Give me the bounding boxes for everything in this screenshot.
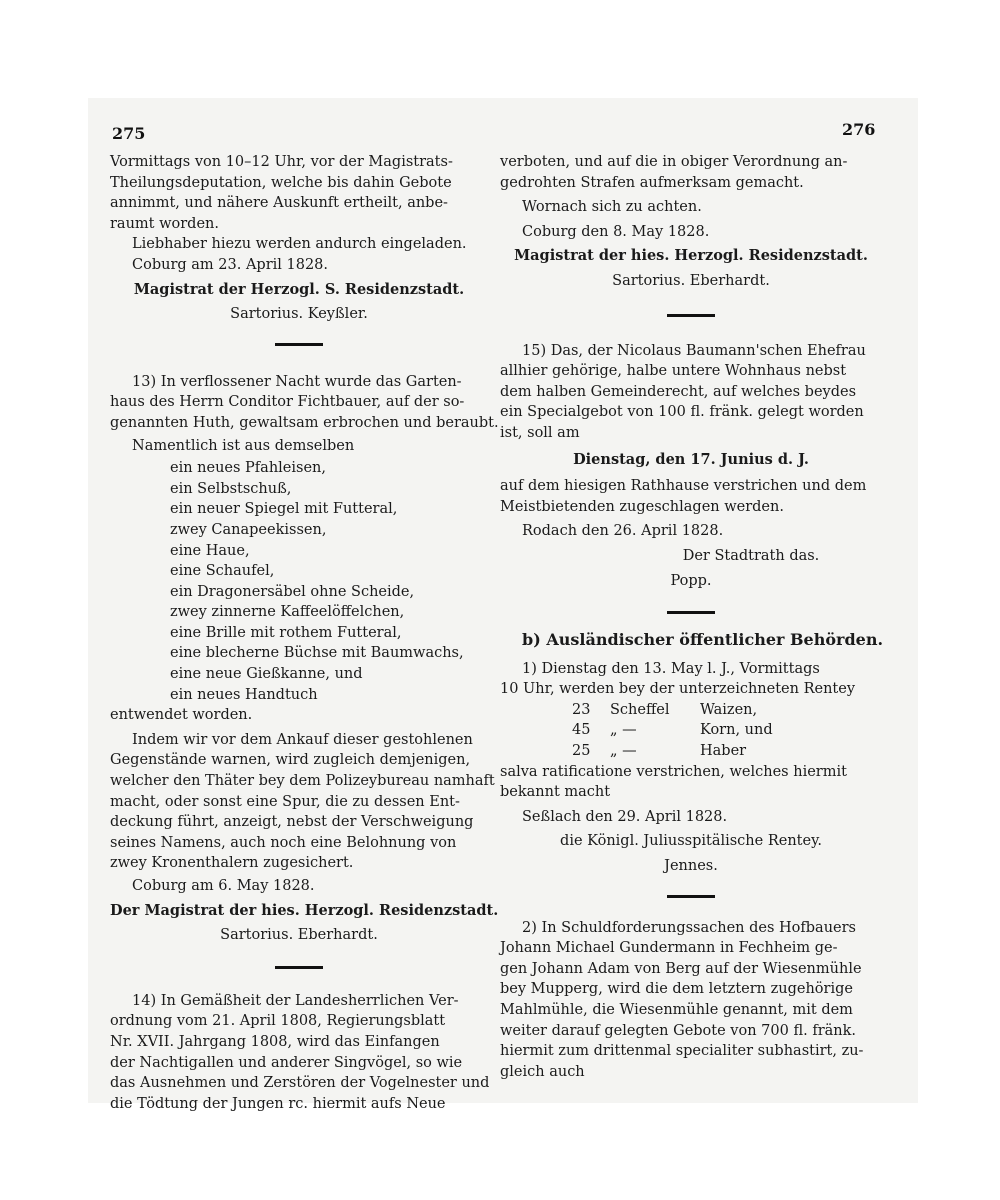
text-line: Meistbietenden zugeschlagen werden.: [500, 498, 784, 515]
text-line: Wornach sich zu achten.: [522, 199, 702, 216]
invitation-line: Liebhaber hiezu werden andurch eingeladen.: [132, 236, 467, 253]
text-line: allhier gehörige, halbe untere Wohnhaus nebst: [500, 363, 847, 380]
text-line: 13) In verflossener Nacht wurde das Garten-: [132, 373, 462, 390]
signature-names: Jennes.: [664, 858, 718, 875]
text-line: der Nachtigallen und anderer Singvögel, so wie: [110, 1054, 463, 1071]
text-line: die Tödtung der Jungen rc. hiermit aufs Neue: [110, 1095, 446, 1112]
text-line: haus des Herrn Conditor Fichtbauer, auf der so-: [110, 394, 465, 411]
list-item: zwey zinnerne Kaffeelöffelchen,: [170, 604, 405, 621]
section-divider: [275, 343, 323, 346]
list-item: eine Haue,: [170, 542, 250, 559]
date-line: Coburg am 6. May 1828.: [132, 878, 315, 894]
date-line: Coburg den 8. May 1828.: [522, 223, 710, 240]
text-line: weiter darauf gelegten Gebote von 700 fl. fränk.: [500, 1022, 857, 1039]
signature-authority: Der Magistrat der hies. Herzogl. Residenzstadt.: [110, 901, 499, 919]
stolen-items-list: [110, 458, 488, 705]
section-divider: [275, 966, 323, 969]
page-number-left: 275: [112, 124, 146, 143]
text-line: seines Namens, auch noch eine Belohnung von: [110, 834, 457, 851]
text-line: bey Mupperg, wird die dem letztern zugehörige: [500, 981, 853, 998]
text-line: gedrohten Strafen aufmerksam gemacht.: [500, 174, 804, 191]
auction-date: Dienstag, den 17. Junius d. J.: [573, 450, 809, 468]
signature-names: Sartorius. Eberhardt.: [220, 927, 378, 944]
list-item: ein neues Handtuch: [170, 686, 318, 703]
date-line: Seßlach den 29. April 1828.: [522, 808, 728, 825]
text-line: 1) Dienstag den 13. May l. J., Vormittags: [522, 660, 820, 677]
text-line: ordnung vom 21. April 1808, Regierungsblatt: [110, 1013, 446, 1030]
list-item: eine Schaufel,: [170, 563, 275, 580]
text-line: raumt worden.: [110, 215, 219, 232]
list-item: ein Dragonersäbel ohne Scheide,: [170, 583, 415, 600]
text-line: Theilungsdeputation, welche bis dahin Gebote: [110, 174, 452, 191]
table-row: [500, 700, 882, 721]
text-line: bekannt macht: [500, 784, 611, 801]
signature-authority: Magistrat der hies. Herzogl. Residenzstadt.: [514, 247, 868, 265]
section-heading: b) Ausländischer öffentlicher Behörden.: [522, 630, 884, 650]
text-line: entwendet worden.: [110, 707, 253, 724]
signature-names: Sartorius. Eberhardt.: [612, 272, 770, 289]
grain-type: Korn, und: [700, 722, 773, 739]
list-item: ein neuer Spiegel mit Futteral,: [170, 501, 398, 518]
grain-quantity: 25: [572, 743, 591, 760]
right-column: [500, 152, 882, 1082]
text-line: salva ratificatione verstrichen, welches hiermit: [500, 763, 847, 780]
text-line: gen Johann Adam von Berg auf der Wiesenmühle: [500, 960, 862, 977]
text-line: genannten Huth, gewaltsam erbrochen und beraubt.: [110, 414, 499, 431]
grain-quantity: 23: [572, 701, 591, 718]
text-line: ist, soll am: [500, 424, 580, 441]
text-line: macht, oder sonst eine Spur, die zu dessen Ent-: [110, 793, 460, 810]
text-line: verboten, und auf die in obiger Verordnung an-: [500, 154, 848, 170]
text-line: dem halben Gemeinderecht, auf welches beydes: [500, 383, 857, 400]
section-divider: [667, 314, 715, 317]
list-item: ein Selbstschuß,: [170, 480, 292, 497]
text-line: Gegenstände warnen, wird zugleich demjenigen,: [110, 752, 471, 769]
left-column: [110, 152, 499, 1114]
text-line: 2) In Schuldforderungssachen des Hofbauers: [522, 919, 856, 936]
table-row: [500, 720, 882, 741]
date-line: Coburg am 23. April 1828.: [132, 256, 329, 273]
list-item: eine neue Gießkanne, und: [170, 666, 363, 683]
section-divider: [667, 611, 715, 614]
grain-unit: „ —: [610, 722, 637, 739]
text-line: deckung führt, anzeigt, nebst der Verschweigung: [110, 814, 474, 831]
text-line: Mahlmühle, die Wiesenmühle genannt, mit dem: [500, 1002, 853, 1018]
section-divider: [667, 895, 715, 898]
list-intro: Namentlich ist aus demselben: [132, 437, 355, 454]
text-line: welcher den Thäter bey dem Polizeybureau namhaft: [110, 773, 495, 790]
text-line: auf dem hiesigen Rathhause verstrichen und dem: [500, 478, 867, 495]
list-item: zwey Canapeekissen,: [170, 521, 327, 538]
text-line: Johann Michael Gundermann in Fechheim ge-: [500, 940, 838, 957]
page-number-right: 276: [842, 120, 876, 139]
text-line: 10 Uhr, werden bey der unterzeichneten Rentey: [500, 681, 856, 698]
text-line: ein Specialgebot von 100 fl. fränk. gelegt worden: [500, 404, 864, 421]
date-line: Rodach den 26. April 1828.: [522, 523, 724, 540]
grain-type: Haber: [700, 743, 747, 760]
signature-names: Sartorius. Keyßler.: [230, 306, 368, 323]
text-line: das Ausnehmen und Zerstören der Vogelnester und: [110, 1075, 490, 1092]
list-item: eine Brille mit rothem Futteral,: [170, 624, 402, 641]
list-item: eine blecherne Büchse mit Baumwachs,: [170, 645, 464, 662]
list-item: ein neues Pfahleisen,: [170, 460, 326, 477]
text-line: Nr. XVII. Jahrgang 1808, wird das Einfangen: [110, 1033, 440, 1050]
grain-quantity: 45: [572, 722, 591, 739]
signature-authority: die Königl. Juliusspitälische Rentey.: [560, 833, 822, 850]
text-line: zwey Kronenthalern zugesichert.: [110, 855, 354, 872]
text-line: Indem wir vor dem Ankauf dieser gestohlenen: [132, 731, 473, 748]
text-line: 15) Das, der Nicolaus Baumann'schen Ehefrau: [522, 342, 866, 359]
grain-unit: „ —: [610, 743, 637, 760]
text-line: Vormittags von 10–12 Uhr, vor der Magistrats-: [110, 154, 453, 170]
signature-authority: Der Stadtrath das.: [682, 547, 820, 564]
grain-type: Waizen,: [700, 701, 758, 718]
text-line: gleich auch: [500, 1063, 585, 1080]
signature-authority: Magistrat der Herzogl. S. Residenzstadt.: [133, 280, 465, 298]
text-line: annimmt, und nähere Auskunft ertheilt, anbe-: [110, 195, 448, 212]
grain-table: [500, 700, 882, 762]
text-line: hiermit zum drittenmal specialiter subhastirt, zu-: [500, 1043, 864, 1060]
text-line: 14) In Gemäßheit der Landesherrlichen Ver-: [132, 992, 459, 1009]
signature-names: Popp.: [670, 572, 712, 589]
table-row: [500, 741, 882, 762]
grain-unit: Scheffel: [610, 701, 670, 718]
